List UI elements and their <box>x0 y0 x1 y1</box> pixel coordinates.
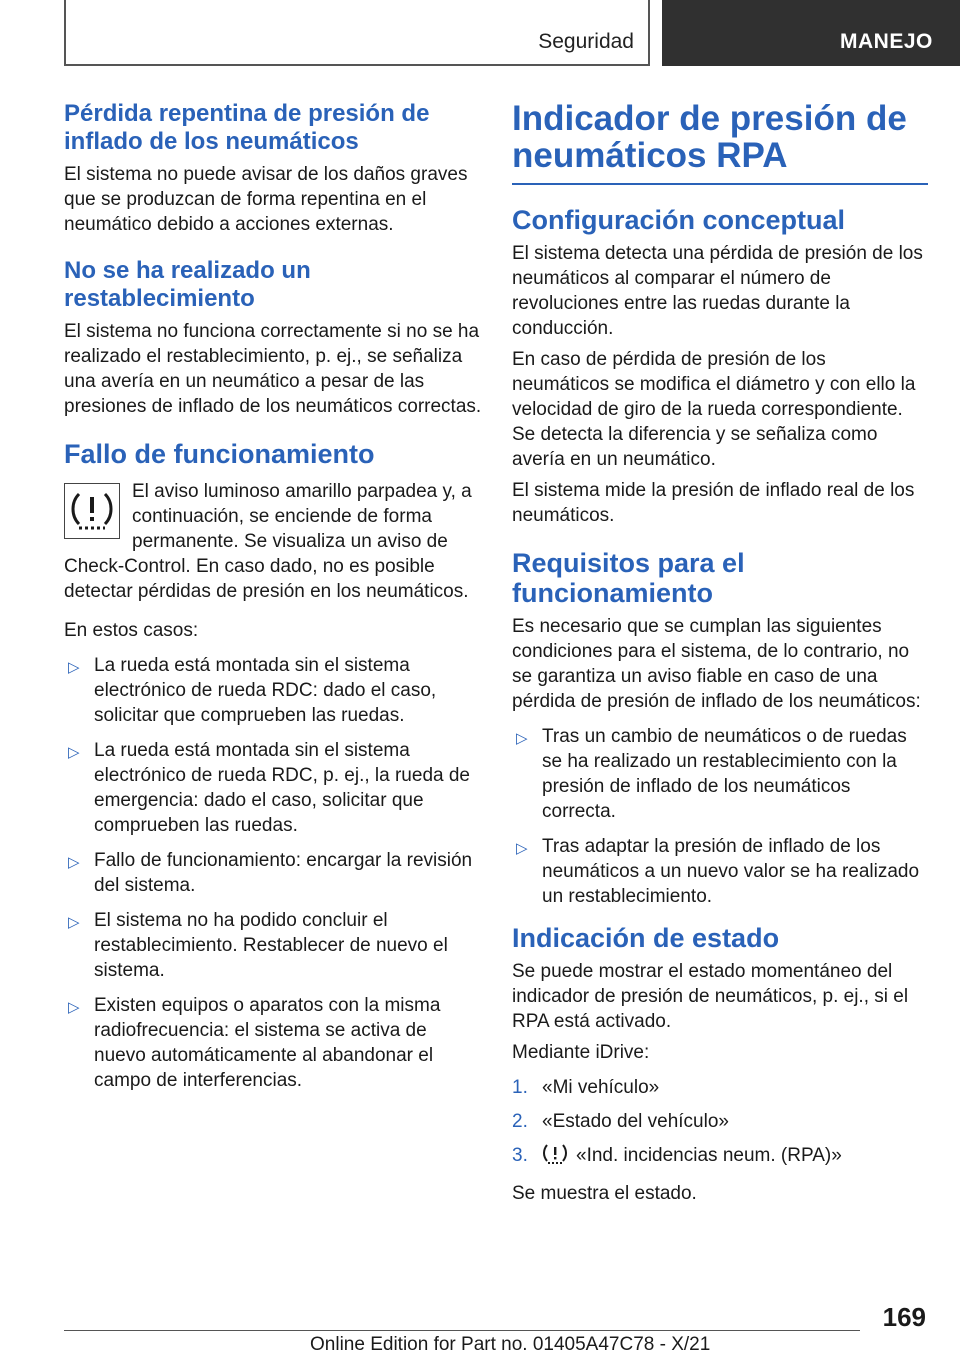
list-item: ▷ Fallo de funcionamiento: encargar la revisión del sistema. <box>68 850 473 896</box>
page-number: 169 <box>882 1302 926 1332</box>
bullet-triangle-icon: ▷ <box>516 840 528 857</box>
tire-pressure-icon <box>542 1143 568 1172</box>
header-chapter-tab <box>662 0 960 66</box>
paragraph-status-shown: Se muestra el estado. <box>512 1183 697 1204</box>
bullet-triangle-icon: ▷ <box>68 854 80 871</box>
tire-pressure-warning-icon <box>64 483 120 539</box>
list-item: ▷ Existen equipos o aparatos con la misma radiofrecuencia: el sistema se activa de nuevo automáticamente al abandonar el campo de interferencias. <box>68 995 441 1091</box>
list-item: 1. «Mi vehículo» <box>512 1077 660 1098</box>
paragraph-no-reset: El sistema no funciona correctamente si no se ha realizado el restablecimiento, p. ej., se señaliza una avería en un neumático a pesar de las presiones de inflado de los neumáticos correctas. <box>64 321 482 417</box>
bullet-triangle-icon: ▷ <box>68 999 80 1016</box>
list-item: ▷ Tras adaptar la presión de inflado de los neumáticos a un nuevo valor se ha realizado un restablecimiento. <box>516 836 920 907</box>
list-item: ▷ Tras un cambio de neumáticos o de ruedas se ha realizado un restablecimiento con la presión de inflado de los neumáticos correcta. <box>516 726 907 822</box>
page-title: Indicador de presión de neumáticos RPA <box>512 99 907 175</box>
heading-no-reset: No se ha realizado un restablecimiento <box>64 257 311 312</box>
header-section-title: Seguridad <box>538 30 634 53</box>
bullet-triangle-icon: ▷ <box>68 659 80 676</box>
paragraph-via-idrive: Mediante iDrive: <box>512 1042 650 1063</box>
step-number: 2. <box>512 1111 528 1132</box>
title-divider <box>512 183 928 185</box>
heading-concept: Configuración conceptual <box>512 205 846 235</box>
paragraph-malfunction: El aviso luminoso amarillo parpadea y, a continuación, se enciende de forma permanente. Se visualiza un aviso de Check-Control. En caso dado, no es posible detectar pérdidas de presión en los neumáticos. <box>64 481 472 602</box>
bullet-triangle-icon: ▷ <box>68 914 80 931</box>
paragraph-requirements: Es necesario que se cumplan las siguientes condiciones para el sistema, de lo contrario, no se garantiza un aviso fiable en caso de una pérdida de presión de inflado de los neumáticos: <box>512 616 921 712</box>
paragraph-concept-3: El sistema mide la presión de inflado real de los neumáticos. <box>512 480 915 526</box>
heading-status-display: Indicación de estado <box>512 923 780 953</box>
requirements-list <box>512 724 928 909</box>
list-item: ▷ La rueda está montada sin el sistema electrónico de rueda RDC, p. ej., la rueda de emergencia: dado el caso, solicitar que comprueben las ruedas. <box>68 740 470 836</box>
step-number: 3. <box>512 1145 528 1166</box>
list-item: ▷ El sistema no ha podido concluir el restablecimiento. Restablecer de nuevo el sistema. <box>68 910 448 981</box>
header-chapter-label: MANEJO <box>840 30 933 53</box>
footer-divider <box>64 1330 860 1331</box>
paragraph-sudden-pressure-loss: El sistema no puede avisar de los daños graves que se produzcan de forma repentina en el neumático debido a acciones externas. <box>64 164 468 235</box>
left-column <box>64 100 482 1103</box>
list-item: ▷ La rueda está montada sin el sistema electrónico de rueda RDC: dado el caso, solicitar que comprueben las ruedas. <box>68 655 437 726</box>
heading-requirements: Requisitos para el funcionamiento <box>512 548 745 608</box>
bullet-triangle-icon: ▷ <box>68 744 80 761</box>
footer-edition: Online Edition for Part no. 01405A47C78 - X/21 <box>310 1334 711 1355</box>
cases-list <box>64 653 482 1093</box>
paragraph-status-display: Se puede mostrar el estado momentáneo del indicador de presión de neumáticos, p. ej., si el RPA está activado. <box>512 961 909 1032</box>
list-item: 2. «Estado del vehículo» <box>512 1111 729 1132</box>
heading-sudden-pressure-loss: Pérdida repentina de presión de inflado de los neumáticos <box>64 100 430 155</box>
list-item: 3. «Ind. incidencias neum. (RPA)» <box>512 1143 928 1172</box>
paragraph-concept-1: El sistema detecta una pérdida de presión de los neumáticos al comparar el número de revoluciones entre las ruedas durante la conducción. <box>512 243 923 339</box>
right-column <box>512 100 928 1206</box>
step-number: 1. <box>512 1077 528 1098</box>
heading-malfunction: Fallo de funcionamiento <box>64 439 375 469</box>
header-section-box <box>64 0 650 66</box>
idrive-steps <box>512 1075 928 1172</box>
malfunction-block <box>64 479 482 604</box>
paragraph-in-these-cases: En estos casos: <box>64 620 199 641</box>
paragraph-concept-2: En caso de pérdida de presión de los neumáticos se modifica el diámetro y con ello la velocidad de giro de la rueda correspondiente. Se detecta la diferencia y se señaliza como avería en un neumático. <box>512 349 916 470</box>
bullet-triangle-icon: ▷ <box>516 730 528 747</box>
